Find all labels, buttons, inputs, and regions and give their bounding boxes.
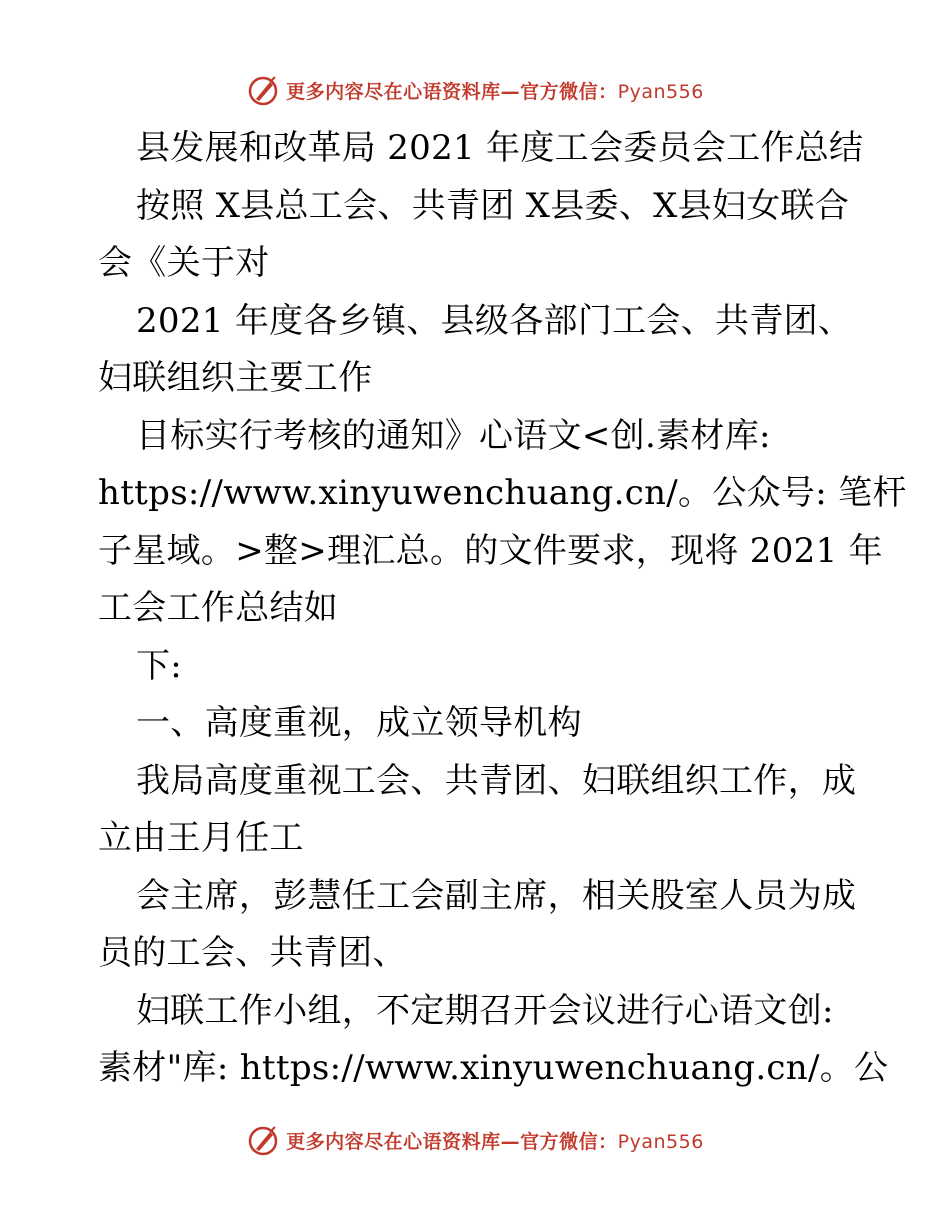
header-banner [0,72,950,108]
document-line: 2021 年度各乡镇、县级各部门工会、共青团、 [136,300,853,341]
document-line: 立由王月任工 [98,818,304,858]
document-line: 素材"库: https://www.xinyuwenchuang.cn/。公 [98,1048,889,1088]
document-line: 妇联工作小组，不定期召开会议进行心语文创: [136,990,834,1031]
document-line: 目标实行考核的通知》心语文<创.素材库: [136,415,771,456]
footer-banner [0,1122,950,1158]
document-line: 按照 X县总工会、共青团 X县委、X县妇女联合 [136,185,850,226]
document-line: 一、高度重视，成立领导机构 [136,703,582,743]
document-line: 县发展和改革局 2021 年度工会委员会工作总结 [136,128,864,168]
document-line: 我局高度重视工会、共青团、妇联组织工作，成 [136,760,857,801]
footer-banner-text: 更多内容尽在心语资料库—官方微信：Pyan556 [286,1130,704,1153]
document-line: 会《关于对 [98,243,270,283]
document-body [98,120,907,1098]
quill-logo-icon [246,73,280,107]
document-line: 子星域。>整>理汇总。的文件要求，现将 2021 年 [98,530,883,571]
header-banner-text: 更多内容尽在心语资料库—官方微信：Pyan556 [286,80,704,103]
document-line: 会主席，彭慧任工会副主席，相关股室人员为成 [136,875,857,916]
document-line: 员的工会、共青团、 [98,933,407,973]
document-line: 妇联组织主要工作 [98,358,373,398]
document-line: https://www.xinyuwenchuang.cn/。公众号: 笔杆 [98,473,907,513]
document-line: 工会工作总结如 [98,588,339,628]
document-line: 下: [136,645,183,686]
quill-logo-icon [246,1123,280,1157]
